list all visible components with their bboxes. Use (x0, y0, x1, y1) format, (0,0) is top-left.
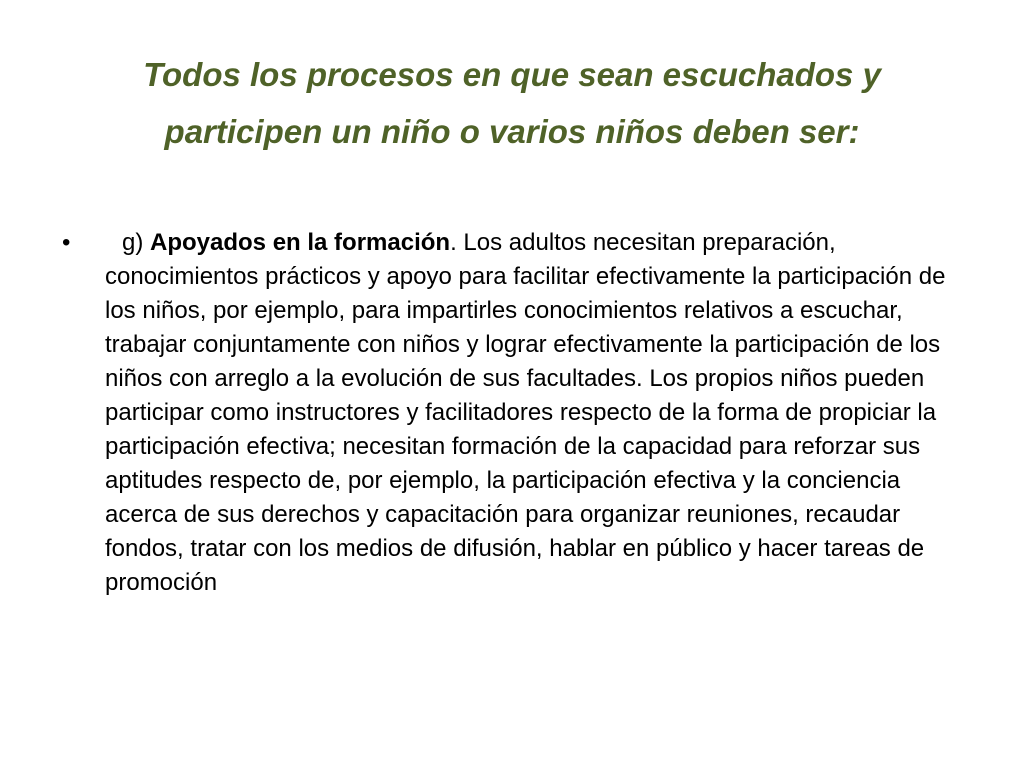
bullet-list (62, 226, 962, 600)
bullet-icon: • (62, 229, 71, 256)
bullet-item-g (62, 226, 962, 600)
item-letter: g) (122, 229, 151, 256)
item-heading: Apoyados en la formación (150, 229, 451, 256)
slide-title (60, 46, 964, 160)
slide-title-line-1: Todos los procesos en que sean escuchados y (143, 56, 881, 93)
slide-title-line-2: participen un niño o varios niños deben ser: (164, 113, 860, 150)
item-body: . Los adultos necesitan preparación, conocimientos prácticos y apoyo para facilitar efectivamente la participación de los niños, por ejemplo, para impartirles conocimientos relativos a escuchar, trabajar conjuntamente con niños y lograr efectivamente la participación de los niños con arreglo a la evolución de sus facultades. Los propios niños pueden participar como instructores y facilitadores respecto de la forma de propiciar la participación efectiva; necesitan formación de la capacidad para reforzar sus aptitudes respecto de, por ejemplo, la participación efectiva y la conciencia acerca de sus derechos y capacitación para organizar reuniones, recaudar fondos, tratar con los medios de difusión, hablar en público y hacer tareas de promoción (105, 229, 946, 596)
